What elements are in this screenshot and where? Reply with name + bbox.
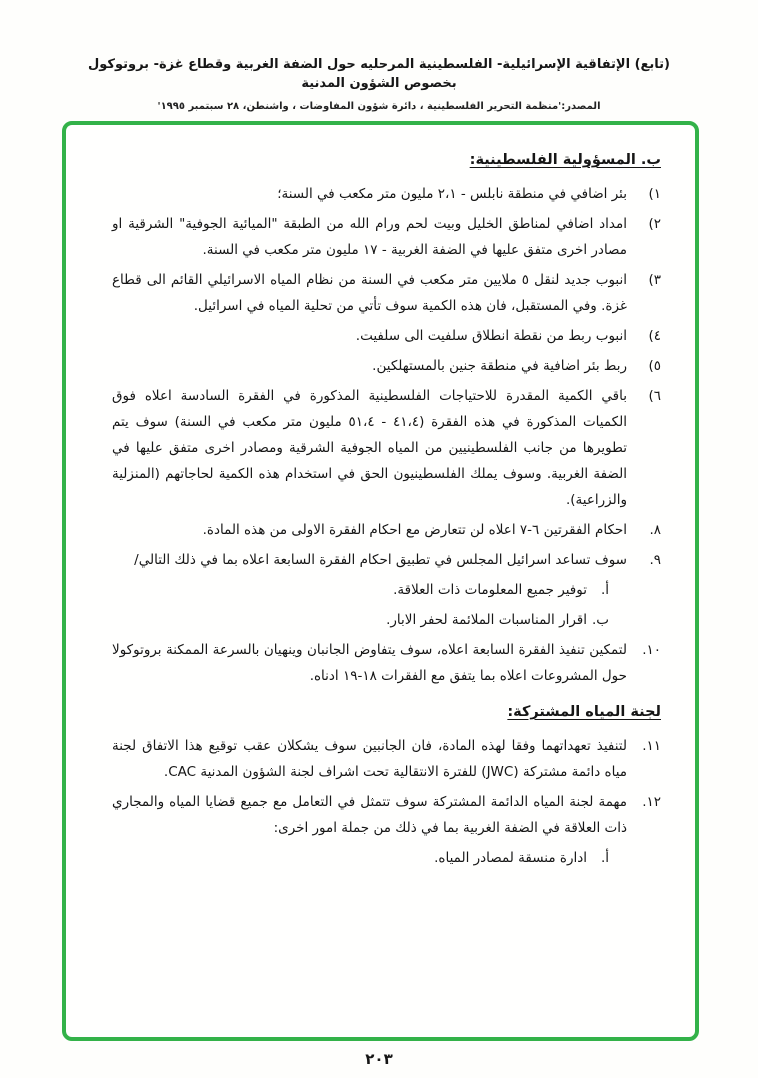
item-number: ٩. [649,552,661,568]
list-item [112,323,661,349]
list-item [112,517,661,543]
item-text: باقي الكمية المقدرة للاحتياجات الفلسطينية المذكورة في الفقرة السادسة اعلاه فوق الكميات المذكورة في هذه الفقرة (٤١،٤ - ٥١،٤ مليون متر مكعب في السنة) سوف يتم تطويرها من جانب الفلسطينيين من المياه الجوفية الشرقية ومصادر اخرى متفق عليها في الضفة الغربية. وسوف يملك الفلسطينيون الحق في استخدام هذه الكمية لحاجاتهم (المنزلية والزراعية). [112,388,627,508]
subitem-letter: أ. [600,850,609,866]
item-text: ربط بئر اضافية في منطقة جنين بالمستهلكين. [372,358,627,374]
item-text: لتنفيذ تعهداتهما وفقا لهذه المادة، فان الجانبين سوف يشكلان عقب توقيع هذا الاتفاق لجنة مياه دائمة مشتركة (JWC) للفترة الانتقالية تحت اشراف لجنة الشؤون المدنية CAC. [112,738,627,780]
list-item [112,637,661,689]
list-subitem [112,577,609,603]
list-item [112,547,661,573]
item-number: ٢) [648,216,661,232]
item-text: مهمة لجنة المياه الدائمة المشتركة سوف تتمثل في التعامل مع جميع قضايا المياه والمجاري ذات العلاقة في الضفة الغربية بما في ذلك من جملة امور اخرى: [112,794,627,836]
subitem-text: ادارة منسقة لمصادر المياه. [434,850,587,866]
item-number: ١١. [642,738,661,754]
document-source: المصدر:'منظمة التحرير الفلسطينية ، دائرة شؤون المفاوضات ، واشنطن، ٢٨ سبتمبر ١٩٩٥' [157,100,601,112]
document-header [0,0,758,112]
item-text: بئر اضافي في منطقة نابلس - ٢،١ مليون متر مكعب في السنة؛ [277,186,627,202]
document-title: (تابع) الإتفاقية الإسرائيلية- الفلسطينية المرحليه حول الضفة الغربية وقطاع غزة- بروتوكول بخصوص الشؤون المدنية [87,57,671,91]
list-item [112,181,661,207]
item-text: انبوب ربط من نقطة انطلاق سلفيت الى سلفيت. [355,328,627,344]
page-number: ٢٠٣ [365,1050,393,1068]
subitem-letter: أ. [600,582,609,598]
subitem-text: اقرار المناسبات الملائمة لحفر الابار. [386,612,587,628]
item-text: احكام الفقرتين ٦-٧ اعلاه لن تتعارض مع احكام الفقرة الاولى من هذه المادة. [202,522,627,538]
section-heading-joint-water-committee: لجنة المياه المشتركة: [507,704,661,720]
item-number: ١٠. [642,642,661,658]
section-heading-palestinian-responsibility: ب. المسؤولية الفلسطينية: [469,152,661,168]
list-item [112,211,661,263]
item-number: ١) [648,186,661,202]
item-text: سوف تساعد اسرائيل المجلس في تطبيق احكام الفقرة السابعة اعلاه بما في ذلك التالي/ [134,552,627,568]
item-number: ٥) [648,358,661,374]
subitem-letter: ب. [591,612,609,628]
subitem-text: توفير جميع المعلومات ذات العلاقة. [393,582,587,598]
content-frame [62,121,699,1041]
list-item [112,383,661,513]
list-subitem [112,607,609,633]
item-number: ٦) [648,388,661,404]
list-subitem [112,845,609,871]
list-item [112,267,661,319]
item-number: ٤) [648,328,661,344]
item-number: ٨. [649,522,661,538]
list-item [112,789,661,841]
item-text: انبوب جديد لنقل ٥ ملايين متر مكعب في السنة من نظام المياه الاسرائيلي القائم الى قطاع غزة. وفي المستقبل، فان هذه الكمية سوف تأتي من تحلية المياه في اسرائيل. [112,272,628,314]
item-number: ٣) [648,272,661,288]
list-item [112,353,661,379]
list-item [112,733,661,785]
item-text: امداد اضافي لمناطق الخليل وبيت لحم ورام الله من الطبقة "الميائية الجوفية" الشرقية او مصادر اخرى متفق عليها في الضفة الغربية - ١٧ مليون متر مكعب في السنة. [112,216,627,258]
item-number: ١٢. [642,794,661,810]
item-text: لتمكين تنفيذ الفقرة السابعة اعلاه، سوف يتفاوض الجانبان وينهيان بالسرعة الممكنة بروتوكولا حول المشروعات اعلاه بما يتفق مع الفقرات ١٨-١٩ ادناه. [112,642,627,684]
